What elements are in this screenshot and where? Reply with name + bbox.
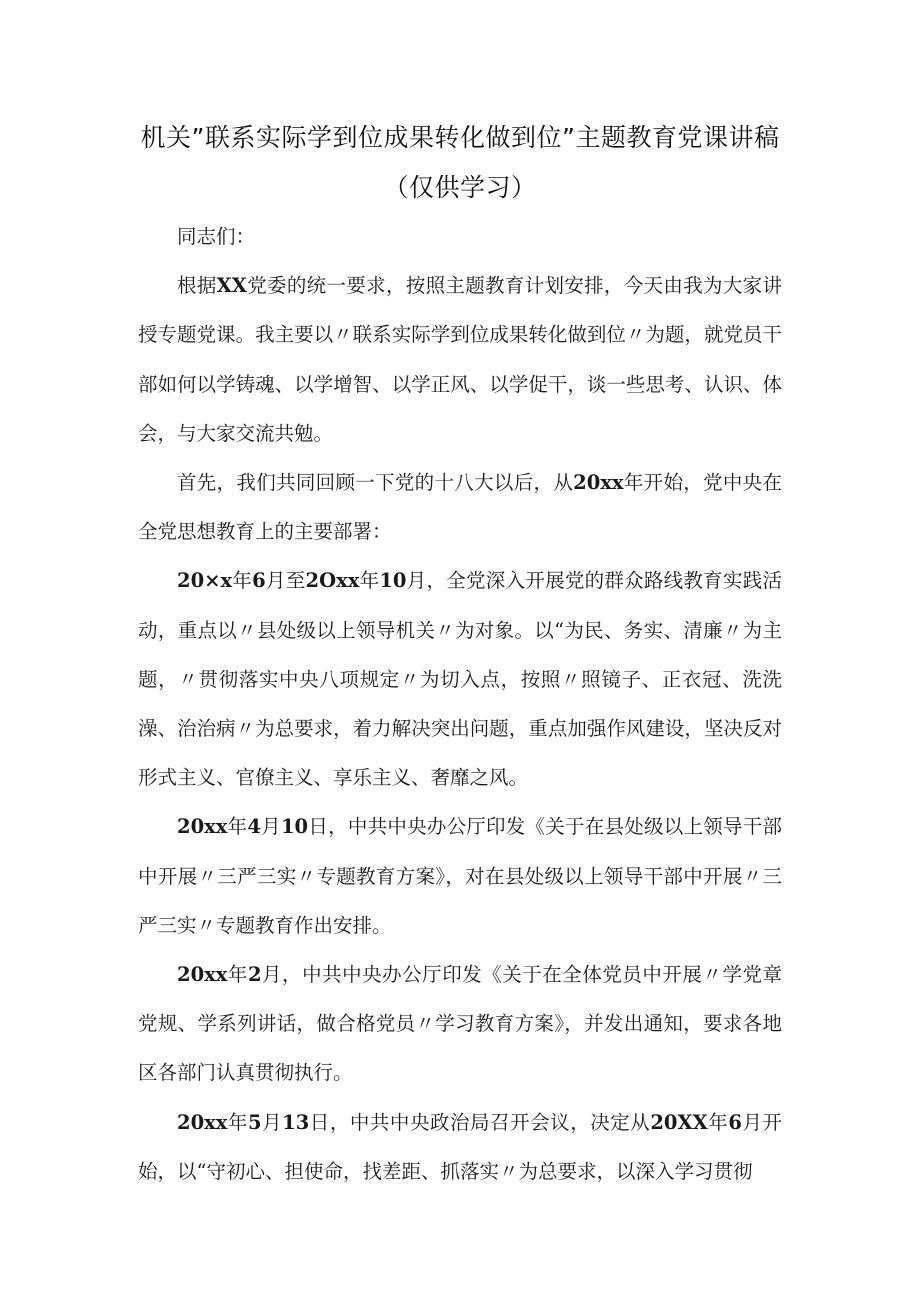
text-run: 党委的统一要求，按照主题教育计划安排，今天由我为大家讲授专题党课。我主要以〃联系实际学到位成果转化做到位〃为题，就党员干部如何以学铸魂、以学增智、以学正风、以学促干，谈一些思考、认识、体会，与大家交流共勉。	[138, 274, 782, 445]
text-run: 10	[379, 569, 407, 593]
text-run: 年	[227, 963, 248, 987]
text-run: 年开始，党中央在全党思想教育上的主要部署：	[138, 471, 782, 544]
document-body	[138, 212, 782, 1196]
text-run: 年	[232, 569, 253, 593]
text-run: 20xx	[177, 963, 228, 987]
document-subtitle: （仅供学习）	[383, 173, 537, 202]
text-run: 20XX	[650, 1110, 708, 1134]
body-paragraph	[138, 556, 782, 802]
text-run: 月，全党深入开展党的群众路线教育实践活动，重点以〃县处级以上领导机关〃为对象。以“为民、务实、清廉〃为主题，〃贯彻落实中央八项规定〃为切入点，按照〃照镜子、正衣冠、洗洗澡、治治病〃为总要求，着力解决突出问题，重点加强作风建设，坚决反对形式主义、官僚主义、享乐主义、奢靡之风。	[138, 569, 782, 790]
document-title: 机关”联系实际学到位成果转化做到位”主题教育党课讲稿	[140, 123, 780, 152]
text-run: 月至	[265, 569, 306, 593]
text-run: 10	[280, 815, 309, 839]
greeting: 同志们：	[177, 225, 256, 248]
text-run: 日，中共中央办公厅印发《关于在县处级以上领导干部中开展〃三严三实〃专题教育方案》，对在县处级以上领导干部中开展〃三严三实〃专题教育作出安排。	[138, 815, 782, 937]
text-run: 月，中共中央办公厅印发《关于在全体党员中开展〃学党章党规、学系列讲话，做合格党员〃学习教育方案》，并发出通知，要求各地区各部门认真贯彻执行。	[138, 963, 782, 1085]
text-run: 5	[247, 1110, 262, 1134]
text-run: 2Oxx	[305, 569, 360, 593]
text-run: 日，中共中央政治局召开会议，决定从	[309, 1110, 651, 1134]
text-run: 首先，我们共同回顾一下党的十八大以后，从	[177, 471, 574, 495]
text-run: 月	[260, 815, 281, 839]
body-paragraph	[138, 261, 782, 458]
text-run: 月	[261, 1110, 283, 1134]
text-run: 20xx	[177, 815, 228, 839]
text-run: 13	[282, 1110, 310, 1134]
text-run: 20×x	[177, 569, 233, 593]
text-run: 月开始，以“守初心、担使命，找差距、抓落实〃为总要求，以深入学习贯彻	[138, 1110, 782, 1183]
text-run: XX	[216, 274, 247, 298]
text-run: 年	[227, 1110, 248, 1134]
text-run: 4	[247, 815, 261, 839]
paragraph-list	[138, 261, 782, 1196]
body-paragraph	[138, 458, 782, 556]
text-run: 2	[247, 963, 262, 987]
text-run: 根据	[177, 274, 217, 298]
text-run: 年	[227, 815, 248, 839]
text-run: 6	[728, 1110, 742, 1134]
body-paragraph	[138, 950, 782, 1098]
text-run: 20xx	[177, 1110, 228, 1134]
text-run: 6	[252, 569, 266, 593]
text-run: 年	[359, 569, 380, 593]
body-paragraph	[138, 802, 782, 950]
body-paragraph	[138, 1098, 782, 1196]
text-run: 年	[707, 1110, 729, 1134]
text-run: 20xx	[573, 471, 624, 495]
